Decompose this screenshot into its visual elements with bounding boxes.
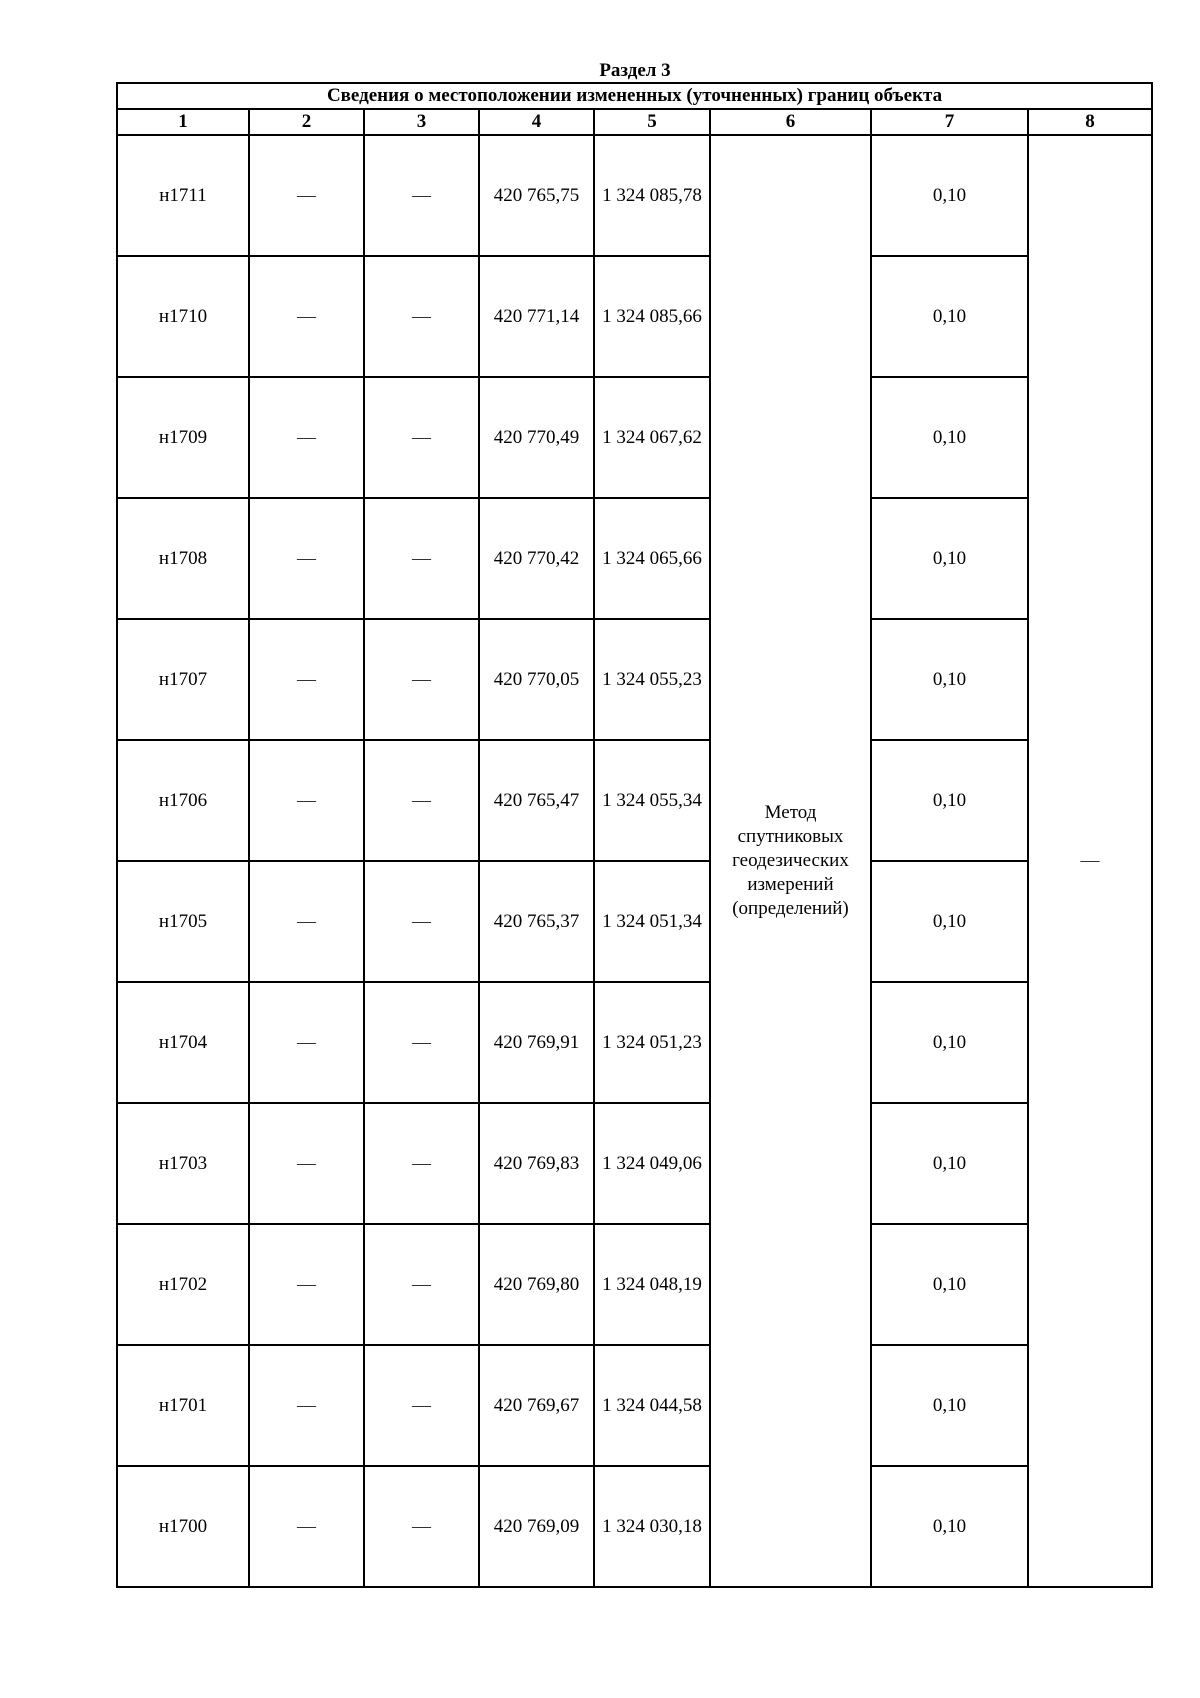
column-3-cell: — — [364, 1103, 479, 1224]
table-row — [117, 1224, 1152, 1345]
column-2-cell: — — [249, 1224, 364, 1345]
accuracy-cell: 0,10 — [871, 982, 1028, 1103]
point-name-cell: н1711 — [117, 135, 249, 256]
accuracy-cell: 0,10 — [871, 861, 1028, 982]
x-coordinate-cell: 420 771,14 — [479, 256, 594, 377]
column-2-cell: — — [249, 256, 364, 377]
y-coordinate-cell: 1 324 049,06 — [594, 1103, 710, 1224]
y-coordinate-cell: 1 324 051,34 — [594, 861, 710, 982]
point-name-cell: н1703 — [117, 1103, 249, 1224]
accuracy-cell: 0,10 — [871, 256, 1028, 377]
x-coordinate-cell: 420 770,05 — [479, 619, 594, 740]
accuracy-cell: 0,10 — [871, 377, 1028, 498]
table-row — [117, 1466, 1152, 1587]
column-3-cell: — — [364, 377, 479, 498]
column-3-cell: — — [364, 982, 479, 1103]
column-header: 6 — [710, 109, 871, 135]
section-title: Раздел 3 — [599, 60, 671, 81]
accuracy-cell: 0,10 — [871, 1224, 1028, 1345]
y-coordinate-cell: 1 324 051,23 — [594, 982, 710, 1103]
point-name-cell: н1706 — [117, 740, 249, 861]
table-row — [117, 1103, 1152, 1224]
column-3-cell: — — [364, 1345, 479, 1466]
table-row — [117, 619, 1152, 740]
table-row — [117, 135, 1152, 256]
column-3-cell: — — [364, 619, 479, 740]
x-coordinate-cell: 420 769,67 — [479, 1345, 594, 1466]
point-name-cell: н1704 — [117, 982, 249, 1103]
column-3-cell: — — [364, 256, 479, 377]
method-line: измерений — [747, 874, 834, 895]
column-header: 8 — [1028, 109, 1152, 135]
point-name-cell: н1702 — [117, 1224, 249, 1345]
column-header: 2 — [249, 109, 364, 135]
x-coordinate-cell: 420 769,91 — [479, 982, 594, 1103]
point-name-cell: н1705 — [117, 861, 249, 982]
column-3-cell: — — [364, 135, 479, 256]
table-row — [117, 982, 1152, 1103]
table-row — [117, 256, 1152, 377]
y-coordinate-cell: 1 324 030,18 — [594, 1466, 710, 1587]
column-3-cell: — — [364, 861, 479, 982]
column-number-row — [117, 109, 1152, 135]
method-line: Метод — [764, 802, 817, 823]
accuracy-cell: 0,10 — [871, 1466, 1028, 1587]
x-coordinate-cell: 420 765,37 — [479, 861, 594, 982]
accuracy-cell: 0,10 — [871, 740, 1028, 861]
y-coordinate-cell: 1 324 067,62 — [594, 377, 710, 498]
column-header: 1 — [117, 109, 249, 135]
y-coordinate-cell: 1 324 055,34 — [594, 740, 710, 861]
point-name-cell: н1710 — [117, 256, 249, 377]
x-coordinate-cell: 420 765,47 — [479, 740, 594, 861]
accuracy-cell: 0,10 — [871, 498, 1028, 619]
accuracy-cell: 0,10 — [871, 135, 1028, 256]
column-2-cell: — — [249, 1466, 364, 1587]
x-coordinate-cell: 420 770,42 — [479, 498, 594, 619]
y-coordinate-cell: 1 324 085,78 — [594, 135, 710, 256]
x-coordinate-cell: 420 769,80 — [479, 1224, 594, 1345]
method-line: спутниковых — [737, 826, 844, 847]
boundary-table — [116, 82, 1153, 1588]
accuracy-cell: 0,10 — [871, 1345, 1028, 1466]
column-2-cell: — — [249, 498, 364, 619]
table-body — [117, 135, 1152, 1587]
table-row — [117, 377, 1152, 498]
column-2-cell: — — [249, 740, 364, 861]
column-3-cell: — — [364, 498, 479, 619]
point-name-cell: н1701 — [117, 1345, 249, 1466]
column-8-cell: — — [1028, 135, 1152, 1587]
y-coordinate-cell: 1 324 044,58 — [594, 1345, 710, 1466]
method-line: геодезических — [732, 850, 849, 871]
column-2-cell: — — [249, 135, 364, 256]
point-name-cell: н1707 — [117, 619, 249, 740]
y-coordinate-cell: 1 324 085,66 — [594, 256, 710, 377]
column-2-cell: — — [249, 377, 364, 498]
x-coordinate-cell: 420 765,75 — [479, 135, 594, 256]
y-coordinate-cell: 1 324 065,66 — [594, 498, 710, 619]
column-2-cell: — — [249, 1103, 364, 1224]
table-caption: Сведения о местоположении измененных (уточненных) границ объекта — [117, 83, 1152, 109]
table-row — [117, 740, 1152, 861]
column-header: 3 — [364, 109, 479, 135]
accuracy-cell: 0,10 — [871, 619, 1028, 740]
column-2-cell: — — [249, 982, 364, 1103]
column-header: 4 — [479, 109, 594, 135]
column-2-cell: — — [249, 619, 364, 740]
column-3-cell: — — [364, 1466, 479, 1587]
point-name-cell: н1700 — [117, 1466, 249, 1587]
column-header: 7 — [871, 109, 1028, 135]
x-coordinate-cell: 420 770,49 — [479, 377, 594, 498]
table-row — [117, 861, 1152, 982]
column-3-cell: — — [364, 740, 479, 861]
table-row — [117, 498, 1152, 619]
x-coordinate-cell: 420 769,09 — [479, 1466, 594, 1587]
method-cell — [710, 135, 871, 1587]
method-line: (определений) — [732, 898, 849, 919]
y-coordinate-cell: 1 324 055,23 — [594, 619, 710, 740]
column-2-cell: — — [249, 1345, 364, 1466]
accuracy-cell: 0,10 — [871, 1103, 1028, 1224]
y-coordinate-cell: 1 324 048,19 — [594, 1224, 710, 1345]
column-header: 5 — [594, 109, 710, 135]
x-coordinate-cell: 420 769,83 — [479, 1103, 594, 1224]
point-name-cell: н1708 — [117, 498, 249, 619]
column-3-cell: — — [364, 1224, 479, 1345]
column-2-cell: — — [249, 861, 364, 982]
table-row — [117, 1345, 1152, 1466]
point-name-cell: н1709 — [117, 377, 249, 498]
